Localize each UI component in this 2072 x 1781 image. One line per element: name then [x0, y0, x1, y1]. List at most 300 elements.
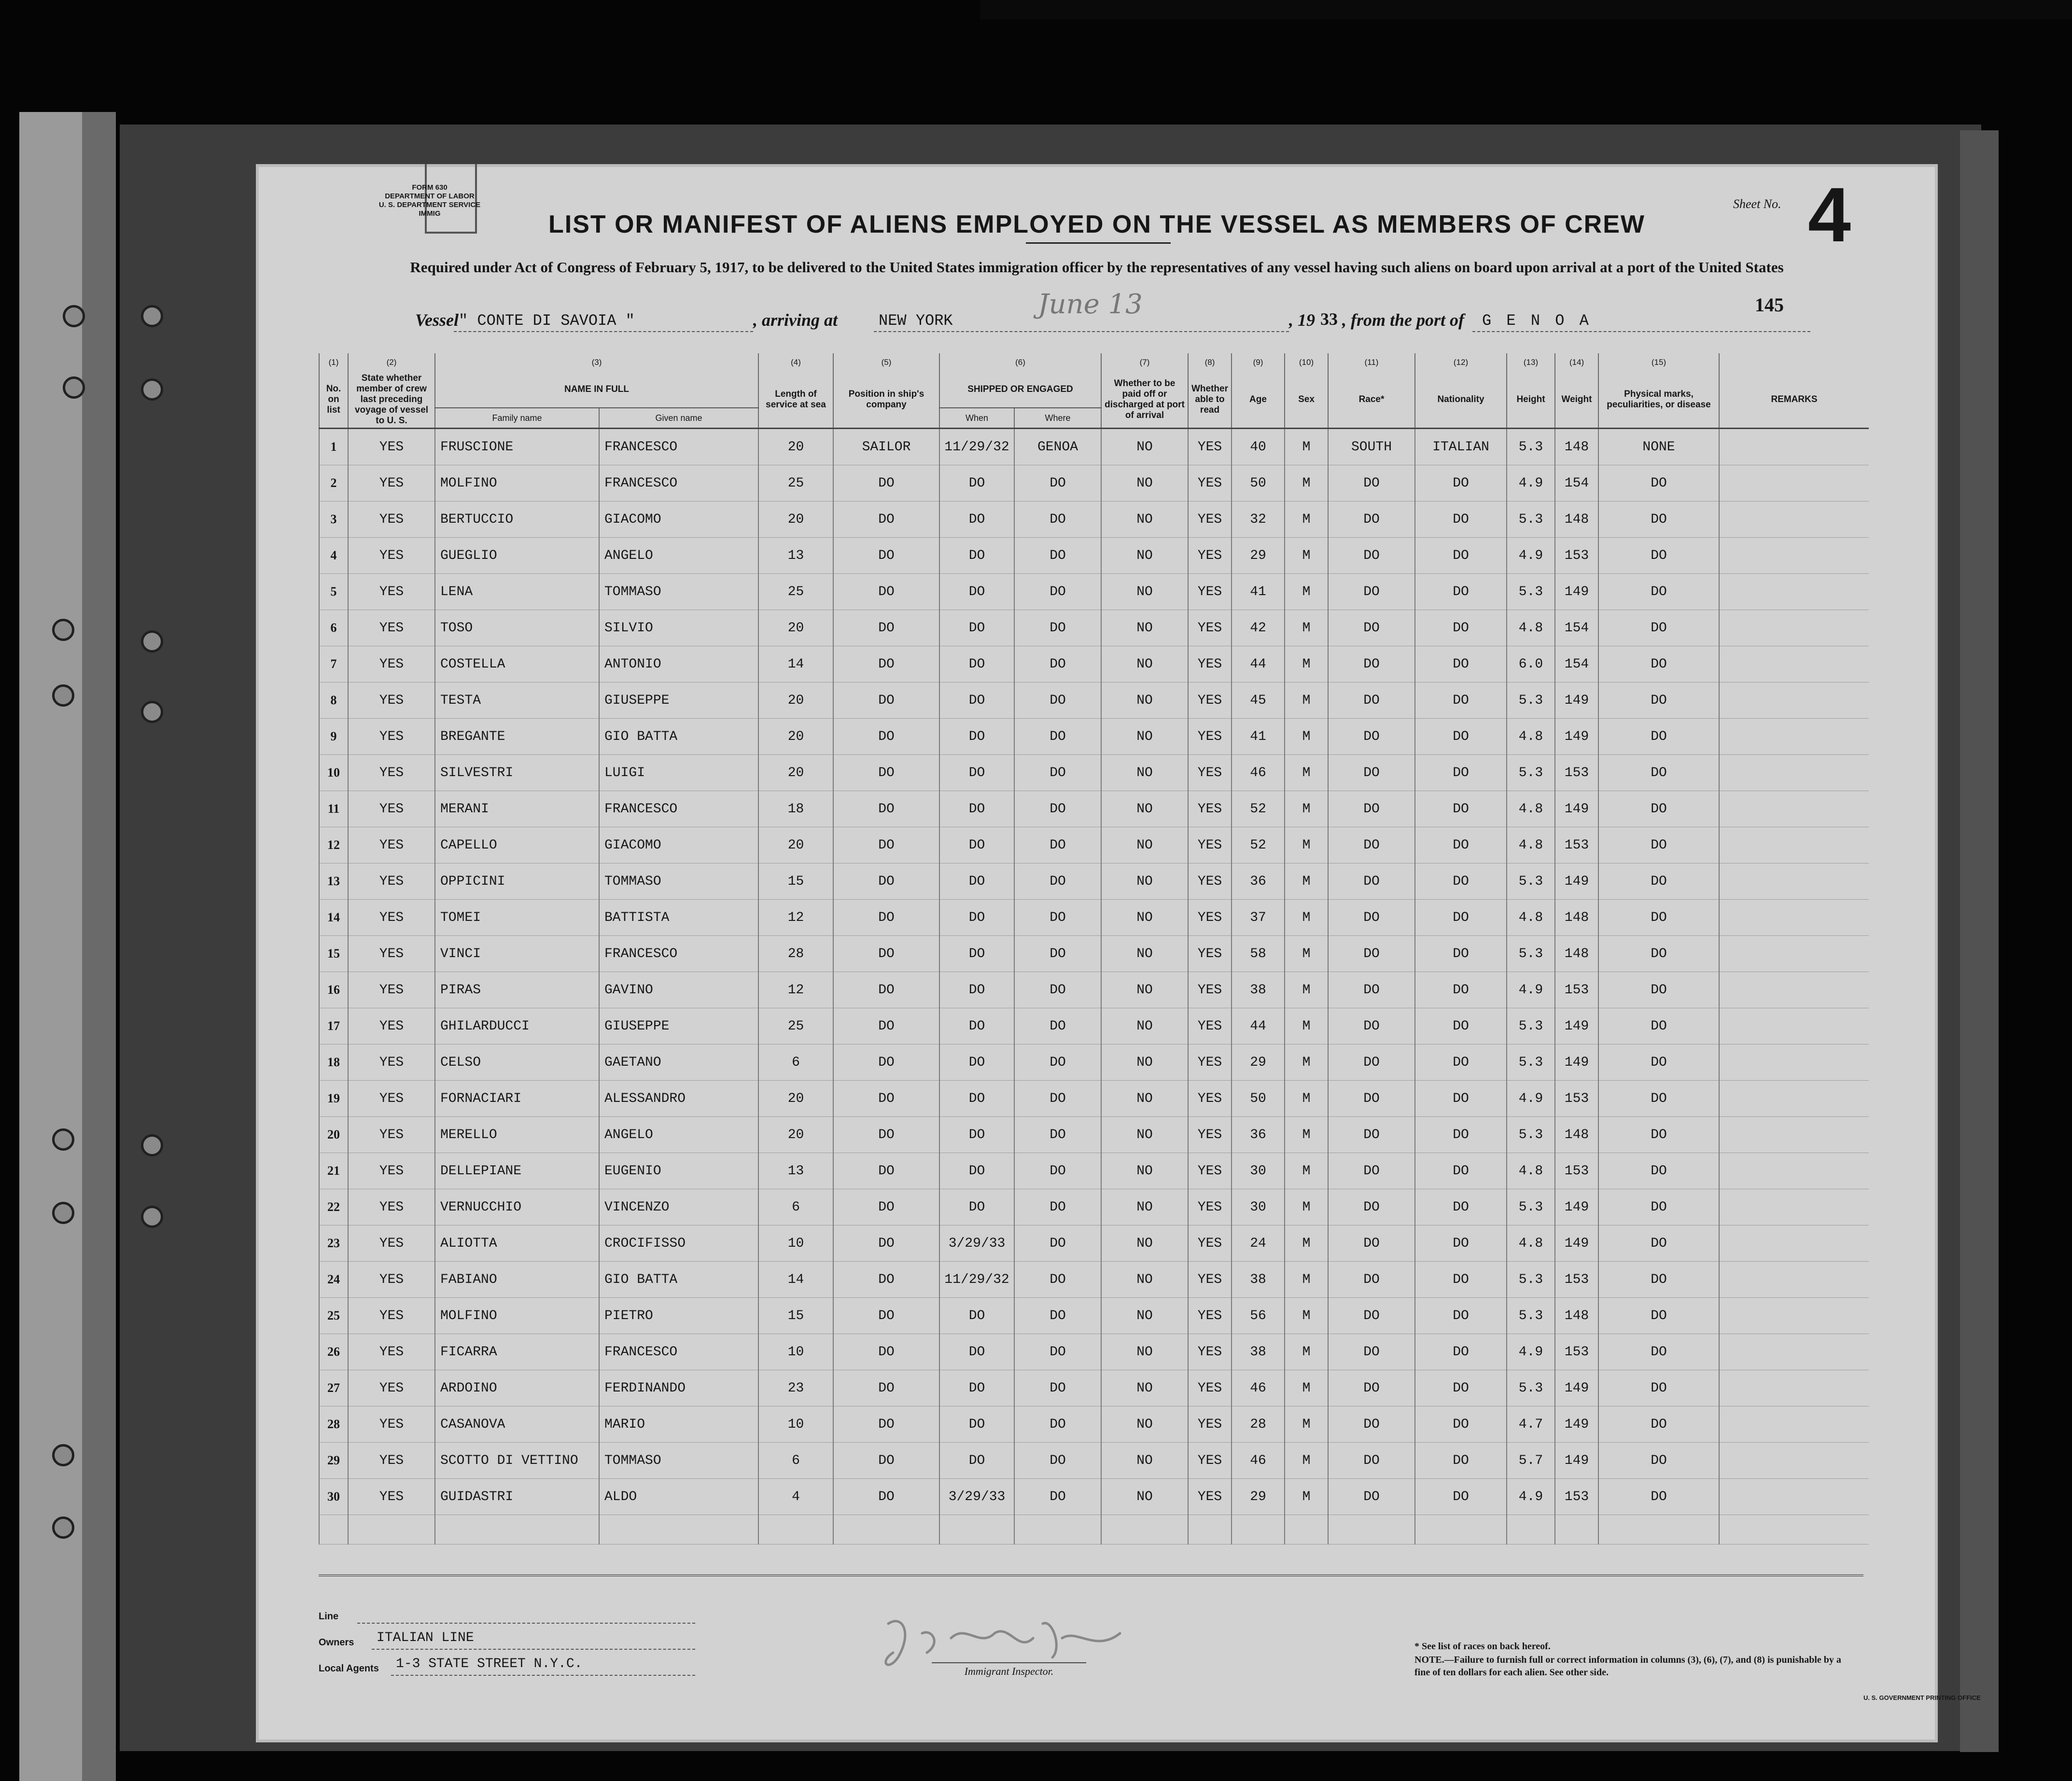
punch-hole	[141, 630, 163, 653]
col-num-9: (9)	[1232, 353, 1285, 372]
cell-length: 12	[758, 972, 833, 1008]
cell-no: 10	[319, 755, 348, 791]
cell-remarks	[1719, 791, 1869, 827]
cell-marks: DO	[1598, 900, 1719, 936]
cell-when: DO	[939, 646, 1014, 682]
cell-height: 5.3	[1507, 936, 1555, 972]
cell-height: 5.3	[1507, 1298, 1555, 1334]
cell-marks: DO	[1598, 501, 1719, 538]
blank-cell	[599, 1515, 758, 1544]
blank-cell	[1101, 1515, 1188, 1544]
cell-given: FRANCESCO	[599, 791, 758, 827]
cell-length: 15	[758, 1298, 833, 1334]
penalty-note: NOTE.—Failure to furnish full or correct information in columns (3), (6), (7), and (8) is punishable by a fine of ten dollars for each alien. See other side.	[1414, 1655, 1841, 1678]
cell-position: DO	[833, 1189, 939, 1225]
cell-race: DO	[1328, 1225, 1415, 1262]
cell-length: 10	[758, 1406, 833, 1443]
cell-age: 32	[1232, 501, 1285, 538]
col-num-remarks	[1719, 353, 1869, 372]
table-row	[319, 1298, 1869, 1334]
cell-read: YES	[1188, 465, 1232, 501]
cell-age: 41	[1232, 574, 1285, 610]
col-num-8: (8)	[1188, 353, 1232, 372]
cell-nat: DO	[1415, 900, 1507, 936]
table-row	[319, 1443, 1869, 1479]
table-row	[319, 936, 1869, 972]
cell-length: 20	[758, 827, 833, 863]
cell-race: DO	[1328, 1044, 1415, 1081]
races-note: * See list of races on back hereof.	[1414, 1641, 1551, 1652]
cell-length: 20	[758, 755, 833, 791]
cell-position: DO	[833, 827, 939, 863]
cell-height: 4.9	[1507, 538, 1555, 574]
cell-no: 6	[319, 610, 348, 646]
blank-cell	[348, 1515, 435, 1544]
cell-paid: NO	[1101, 936, 1188, 972]
department-text: DEPARTMENT OF LABOR	[385, 192, 475, 200]
cell-height: 5.3	[1507, 1008, 1555, 1044]
cell-position: DO	[833, 1008, 939, 1044]
cell-where: DO	[1014, 972, 1101, 1008]
cell-length: 14	[758, 646, 833, 682]
cell-when: 11/29/32	[939, 429, 1014, 465]
crew-manifest-table	[319, 353, 1869, 1544]
cell-height: 5.3	[1507, 1117, 1555, 1153]
cell-sex: M	[1285, 1406, 1328, 1443]
cell-prev: YES	[348, 1008, 435, 1044]
cell-marks: DO	[1598, 972, 1719, 1008]
header-position: Position in ship's company	[833, 372, 939, 429]
blank-cell	[1328, 1515, 1415, 1544]
cell-marks: DO	[1598, 1334, 1719, 1370]
cell-height: 5.3	[1507, 501, 1555, 538]
cell-remarks	[1719, 719, 1869, 755]
cell-age: 56	[1232, 1298, 1285, 1334]
cell-sex: M	[1285, 936, 1328, 972]
cell-paid: NO	[1101, 1189, 1188, 1225]
cell-position: DO	[833, 1225, 939, 1262]
cell-race: DO	[1328, 1370, 1415, 1406]
cell-age: 30	[1232, 1189, 1285, 1225]
title-underline	[1026, 242, 1171, 244]
cell-prev: YES	[348, 501, 435, 538]
cell-race: DO	[1328, 863, 1415, 900]
cell-where: DO	[1014, 1406, 1101, 1443]
cell-weight: 149	[1555, 863, 1598, 900]
cell-marks: DO	[1598, 646, 1719, 682]
page-right-edge	[1960, 130, 1999, 1752]
cell-no: 1	[319, 429, 348, 465]
cell-prev: YES	[348, 1044, 435, 1081]
cell-family: COSTELLA	[435, 646, 599, 682]
punch-hole	[141, 1134, 163, 1156]
cell-sex: M	[1285, 972, 1328, 1008]
cell-sex: M	[1285, 1443, 1328, 1479]
cell-no: 30	[319, 1479, 348, 1515]
header-paid-off: Whether to be paid off or discharged at port of arrival	[1101, 372, 1188, 429]
header-row-1	[319, 372, 1869, 408]
cell-age: 46	[1232, 1370, 1285, 1406]
vessel-fill-line	[454, 331, 753, 332]
cell-when: DO	[939, 465, 1014, 501]
cell-remarks	[1719, 1153, 1869, 1189]
cell-given: PIETRO	[599, 1298, 758, 1334]
cell-prev: YES	[348, 682, 435, 719]
cell-nat: DO	[1415, 1008, 1507, 1044]
cell-nat: DO	[1415, 972, 1507, 1008]
table-row	[319, 465, 1869, 501]
cell-no: 27	[319, 1370, 348, 1406]
header-weight: Weight	[1555, 372, 1598, 429]
cell-length: 25	[758, 1008, 833, 1044]
header-sex: Sex	[1285, 372, 1328, 429]
cell-marks: DO	[1598, 827, 1719, 863]
cell-weight: 153	[1555, 1081, 1598, 1117]
cell-family: TESTA	[435, 682, 599, 719]
header-race: Race*	[1328, 372, 1415, 429]
punch-hole	[141, 378, 163, 401]
col-num-6: (6)	[939, 353, 1101, 372]
cell-length: 12	[758, 900, 833, 936]
cell-sex: M	[1285, 1225, 1328, 1262]
cell-when: DO	[939, 827, 1014, 863]
cell-no: 15	[319, 936, 348, 972]
blank-cell	[1598, 1515, 1719, 1544]
cell-height: 5.3	[1507, 1262, 1555, 1298]
cell-race: DO	[1328, 972, 1415, 1008]
cell-nat: DO	[1415, 755, 1507, 791]
cell-prev: YES	[348, 719, 435, 755]
cell-given: GIO BATTA	[599, 719, 758, 755]
cell-race: DO	[1328, 1262, 1415, 1298]
cell-read: YES	[1188, 1189, 1232, 1225]
cell-length: 25	[758, 574, 833, 610]
printing-office: U. S. GOVERNMENT PRINTING OFFICE	[1863, 1694, 1981, 1701]
cell-sex: M	[1285, 682, 1328, 719]
cell-nat: DO	[1415, 1370, 1507, 1406]
cell-prev: YES	[348, 863, 435, 900]
cell-marks: NONE	[1598, 429, 1719, 465]
cell-read: YES	[1188, 501, 1232, 538]
header-remarks: REMARKS	[1719, 372, 1869, 429]
cell-sex: M	[1285, 429, 1328, 465]
cell-paid: NO	[1101, 719, 1188, 755]
header-age: Age	[1232, 372, 1285, 429]
cell-marks: DO	[1598, 936, 1719, 972]
cell-prev: YES	[348, 1406, 435, 1443]
agents-fill-line	[391, 1675, 695, 1676]
cell-nat: DO	[1415, 1044, 1507, 1081]
punch-hole	[63, 305, 85, 327]
cell-age: 42	[1232, 610, 1285, 646]
cell-age: 29	[1232, 1479, 1285, 1515]
cell-prev: YES	[348, 827, 435, 863]
cell-remarks	[1719, 538, 1869, 574]
cell-sex: M	[1285, 1081, 1328, 1117]
table-row	[319, 827, 1869, 863]
cell-no: 24	[319, 1262, 348, 1298]
cell-sex: M	[1285, 1370, 1328, 1406]
cell-race: DO	[1328, 1443, 1415, 1479]
departure-port: G E N O A	[1482, 312, 1592, 330]
year-label: , 19	[1289, 310, 1315, 330]
col-num-10: (10)	[1285, 353, 1328, 372]
cell-position: DO	[833, 682, 939, 719]
col-num-15: (15)	[1598, 353, 1719, 372]
cell-given: TOMMASO	[599, 863, 758, 900]
cell-marks: DO	[1598, 574, 1719, 610]
blank-cell	[1719, 1515, 1869, 1544]
cell-where: DO	[1014, 1225, 1101, 1262]
cell-remarks	[1719, 1298, 1869, 1334]
cell-no: 13	[319, 863, 348, 900]
col-num-2: (2)	[348, 353, 435, 372]
cell-no: 2	[319, 465, 348, 501]
cell-family: MERELLO	[435, 1117, 599, 1153]
cell-position: DO	[833, 1153, 939, 1189]
cell-sex: M	[1285, 1044, 1328, 1081]
cell-sex: M	[1285, 1298, 1328, 1334]
cell-nat: DO	[1415, 1298, 1507, 1334]
cell-family: ARDOINO	[435, 1370, 599, 1406]
cell-sex: M	[1285, 465, 1328, 501]
cell-sex: M	[1285, 1153, 1328, 1189]
cell-remarks	[1719, 682, 1869, 719]
cell-paid: NO	[1101, 755, 1188, 791]
cell-nat: DO	[1415, 1189, 1507, 1225]
punch-hole	[52, 1444, 74, 1466]
col-num-14: (14)	[1555, 353, 1598, 372]
cell-given: CROCIFISSO	[599, 1225, 758, 1262]
cell-age: 24	[1232, 1225, 1285, 1262]
cell-prev: YES	[348, 465, 435, 501]
cell-position: SAILOR	[833, 429, 939, 465]
cell-prev: YES	[348, 936, 435, 972]
cell-given: GAVINO	[599, 972, 758, 1008]
cell-remarks	[1719, 863, 1869, 900]
cell-given: TOMMASO	[599, 1443, 758, 1479]
cell-length: 20	[758, 682, 833, 719]
cell-when: DO	[939, 682, 1014, 719]
cell-remarks	[1719, 1443, 1869, 1479]
cell-weight: 153	[1555, 755, 1598, 791]
cell-given: FRANCESCO	[599, 429, 758, 465]
cell-read: YES	[1188, 936, 1232, 972]
cell-length: 6	[758, 1044, 833, 1081]
cell-when: DO	[939, 1189, 1014, 1225]
table-row	[319, 1008, 1869, 1044]
cell-marks: DO	[1598, 1370, 1719, 1406]
cell-age: 36	[1232, 863, 1285, 900]
cell-weight: 149	[1555, 1406, 1598, 1443]
cell-read: YES	[1188, 429, 1232, 465]
col-num-1: (1)	[319, 353, 348, 372]
cell-length: 20	[758, 719, 833, 755]
cell-prev: YES	[348, 1334, 435, 1370]
cell-remarks	[1719, 755, 1869, 791]
cell-nat: DO	[1415, 1153, 1507, 1189]
table-row	[319, 1225, 1869, 1262]
cell-nat: DO	[1415, 1334, 1507, 1370]
cell-nat: DO	[1415, 863, 1507, 900]
cell-nat: DO	[1415, 1081, 1507, 1117]
cell-given: GIUSEPPE	[599, 682, 758, 719]
cell-length: 6	[758, 1443, 833, 1479]
cell-read: YES	[1188, 1225, 1232, 1262]
cell-read: YES	[1188, 972, 1232, 1008]
cell-remarks	[1719, 1479, 1869, 1515]
cell-family: SCOTTO DI VETTINO	[435, 1443, 599, 1479]
cell-marks: DO	[1598, 682, 1719, 719]
cell-remarks	[1719, 646, 1869, 682]
cell-given: ANGELO	[599, 1117, 758, 1153]
cell-no: 20	[319, 1117, 348, 1153]
cell-length: 13	[758, 538, 833, 574]
cell-given: ANTONIO	[599, 646, 758, 682]
cell-given: SILVIO	[599, 610, 758, 646]
cell-where: DO	[1014, 1081, 1101, 1117]
cell-race: DO	[1328, 646, 1415, 682]
cell-race: DO	[1328, 1008, 1415, 1044]
blank-cell	[1507, 1515, 1555, 1544]
cell-position: DO	[833, 1044, 939, 1081]
cell-read: YES	[1188, 646, 1232, 682]
cell-race: DO	[1328, 465, 1415, 501]
page-subtitle: Required under Act of Congress of February 5, 1917, to be delivered to the United States immigration officer by the representatives of any vessel having such aliens on board upon arrival at a port of the United States	[410, 259, 1784, 276]
cell-where: DO	[1014, 646, 1101, 682]
cell-when: DO	[939, 972, 1014, 1008]
cell-height: 5.3	[1507, 1370, 1555, 1406]
blank-cell	[319, 1515, 348, 1544]
cell-read: YES	[1188, 1044, 1232, 1081]
cell-given: LUIGI	[599, 755, 758, 791]
cell-family: ALIOTTA	[435, 1225, 599, 1262]
cell-length: 10	[758, 1334, 833, 1370]
cell-remarks	[1719, 1406, 1869, 1443]
cell-given: GIO BATTA	[599, 1262, 758, 1298]
cell-family: MOLFINO	[435, 1298, 599, 1334]
cell-given: ALDO	[599, 1479, 758, 1515]
cell-given: MARIO	[599, 1406, 758, 1443]
cell-remarks	[1719, 465, 1869, 501]
cell-height: 5.3	[1507, 755, 1555, 791]
cell-sex: M	[1285, 610, 1328, 646]
cell-prev: YES	[348, 1479, 435, 1515]
cell-family: FORNACIARI	[435, 1081, 599, 1117]
cell-read: YES	[1188, 1008, 1232, 1044]
table-row	[319, 1153, 1869, 1189]
table-row	[319, 900, 1869, 936]
punch-hole	[63, 376, 85, 399]
from-port-fill-line	[1472, 331, 1810, 332]
cell-race: DO	[1328, 1406, 1415, 1443]
port-fill-line	[874, 331, 1289, 332]
cell-weight: 149	[1555, 1225, 1598, 1262]
cell-family: FABIANO	[435, 1262, 599, 1298]
cell-where: DO	[1014, 610, 1101, 646]
cell-when: 3/29/33	[939, 1225, 1014, 1262]
cell-age: 36	[1232, 1117, 1285, 1153]
cell-height: 5.3	[1507, 1044, 1555, 1081]
cell-no: 4	[319, 538, 348, 574]
cell-paid: NO	[1101, 1406, 1188, 1443]
cell-weight: 153	[1555, 1334, 1598, 1370]
table-row	[319, 1117, 1869, 1153]
cell-remarks	[1719, 1008, 1869, 1044]
cell-age: 46	[1232, 755, 1285, 791]
cell-paid: NO	[1101, 1153, 1188, 1189]
cell-position: DO	[833, 900, 939, 936]
header-nationality: Nationality	[1415, 372, 1507, 429]
table-row	[319, 1370, 1869, 1406]
cell-given: VINCENZO	[599, 1189, 758, 1225]
cell-age: 40	[1232, 429, 1285, 465]
cell-position: DO	[833, 755, 939, 791]
cell-where: DO	[1014, 936, 1101, 972]
cell-prev: YES	[348, 538, 435, 574]
cell-position: DO	[833, 1081, 939, 1117]
cell-weight: 154	[1555, 646, 1598, 682]
cell-no: 21	[319, 1153, 348, 1189]
col-num-5: (5)	[833, 353, 939, 372]
cell-weight: 148	[1555, 900, 1598, 936]
cell-where: DO	[1014, 465, 1101, 501]
cell-marks: DO	[1598, 1008, 1719, 1044]
cell-remarks	[1719, 1117, 1869, 1153]
cell-where: DO	[1014, 1117, 1101, 1153]
cell-weight: 153	[1555, 538, 1598, 574]
cell-height: 4.8	[1507, 1153, 1555, 1189]
blank-cell	[1232, 1515, 1285, 1544]
cell-paid: NO	[1101, 1008, 1188, 1044]
cell-given: TOMMASO	[599, 574, 758, 610]
cell-paid: NO	[1101, 429, 1188, 465]
cell-marks: DO	[1598, 755, 1719, 791]
blank-cell	[939, 1515, 1014, 1544]
cell-position: DO	[833, 719, 939, 755]
cell-position: DO	[833, 791, 939, 827]
header-height: Height	[1507, 372, 1555, 429]
cell-when: DO	[939, 719, 1014, 755]
cell-prev: YES	[348, 1225, 435, 1262]
cell-prev: YES	[348, 900, 435, 936]
cell-nat: DO	[1415, 719, 1507, 755]
cell-length: 20	[758, 1081, 833, 1117]
cell-age: 41	[1232, 719, 1285, 755]
cell-race: DO	[1328, 538, 1415, 574]
cell-marks: DO	[1598, 538, 1719, 574]
cell-read: YES	[1188, 1262, 1232, 1298]
cell-nat: DO	[1415, 1262, 1507, 1298]
cell-sex: M	[1285, 501, 1328, 538]
cell-sex: M	[1285, 1008, 1328, 1044]
cell-height: 4.9	[1507, 1334, 1555, 1370]
cell-no: 26	[319, 1334, 348, 1370]
cell-when: DO	[939, 1008, 1014, 1044]
cell-prev: YES	[348, 1153, 435, 1189]
cell-when: DO	[939, 863, 1014, 900]
cell-when: DO	[939, 900, 1014, 936]
cell-where: DO	[1014, 501, 1101, 538]
cell-paid: NO	[1101, 972, 1188, 1008]
cell-when: 3/29/33	[939, 1479, 1014, 1515]
cell-read: YES	[1188, 682, 1232, 719]
cell-remarks	[1719, 610, 1869, 646]
cell-position: DO	[833, 1117, 939, 1153]
cell-no: 5	[319, 574, 348, 610]
service-text-2: IMMIG	[419, 209, 441, 218]
cell-position: DO	[833, 610, 939, 646]
